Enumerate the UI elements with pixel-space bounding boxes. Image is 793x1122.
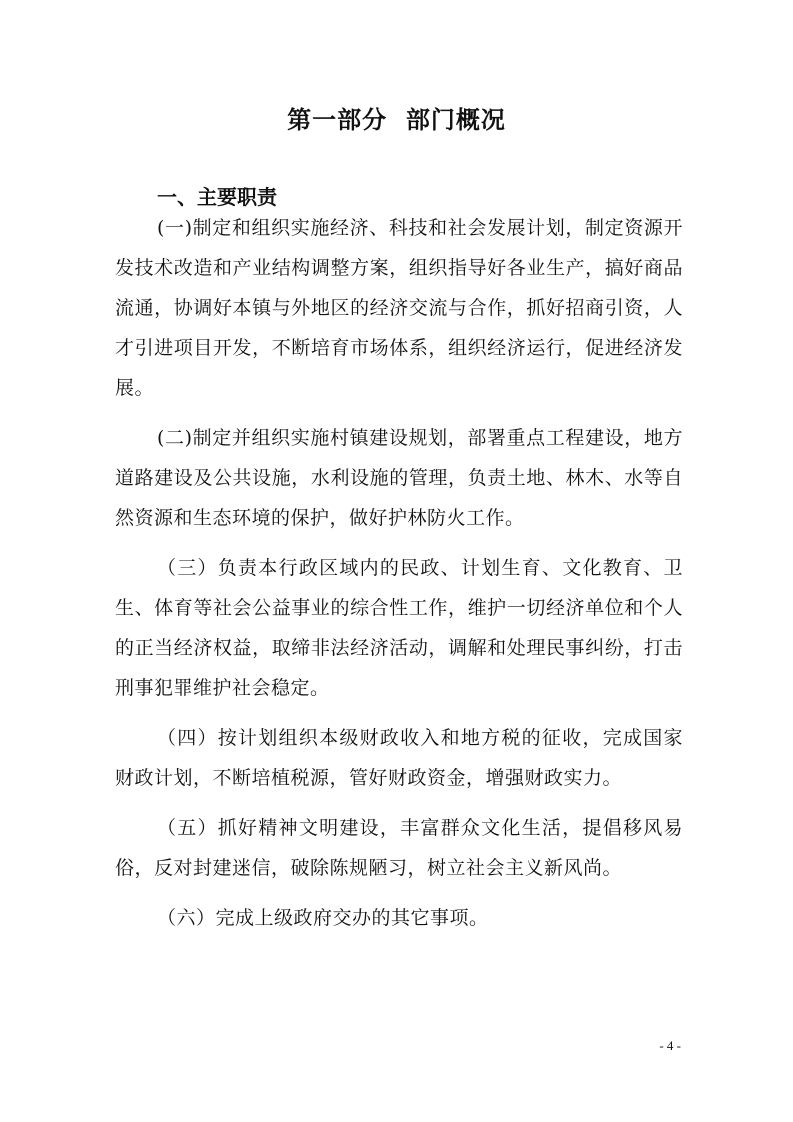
page-title: 第一部分 部门概况 [287, 106, 506, 134]
paragraph-1: (一)制定和组织实施经济、科技和社会发展计划，制定资源开发技术改造和产业结构调整方案，组织指导好各业生产，搞好商品流通，协调好本镇与外地区的经济交流与合作，抓好招商引资，人才引进项目开发，不断培育市场体系，组织经济运行，促进经济发展。 [115, 217, 683, 399]
paragraph-4: （四）按计划组织本级财政收入和地方税的征收，完成国家财政计划，不断培植税源，管好财政资金，增强财政实力。 [115, 727, 683, 789]
paragraph-2: (二)制定并组织实施村镇建设规划，部署重点工程建设，地方道路建设及公共设施，水利设施的管理，负责土地、林木、水等自然资源和生态环境的保护，做好护林防火工作。 [115, 427, 683, 529]
paragraph-5: （五）抓好精神文明建设，丰富群众文化生活，提倡移风易俗，反对封建迷信，破除陈规陋习，树立社会主义新风尚。 [115, 817, 683, 879]
page-number: - 4 - [659, 1038, 681, 1053]
paragraph-6: （六）完成上级政府交办的其它事项。 [157, 907, 489, 929]
document-body [115, 208, 683, 948]
paragraph-3: （三）负责本行政区域内的民政、计划生育、文化教育、卫生、体育等社会公益事业的综合性工作，维护一切经济单位和个人的正当经济权益，取缔非法经济活动，调解和处理民事纠纷，打击刑事犯罪维护社会稳定。 [115, 557, 683, 699]
section-heading: 一、主要职责 [157, 185, 277, 209]
